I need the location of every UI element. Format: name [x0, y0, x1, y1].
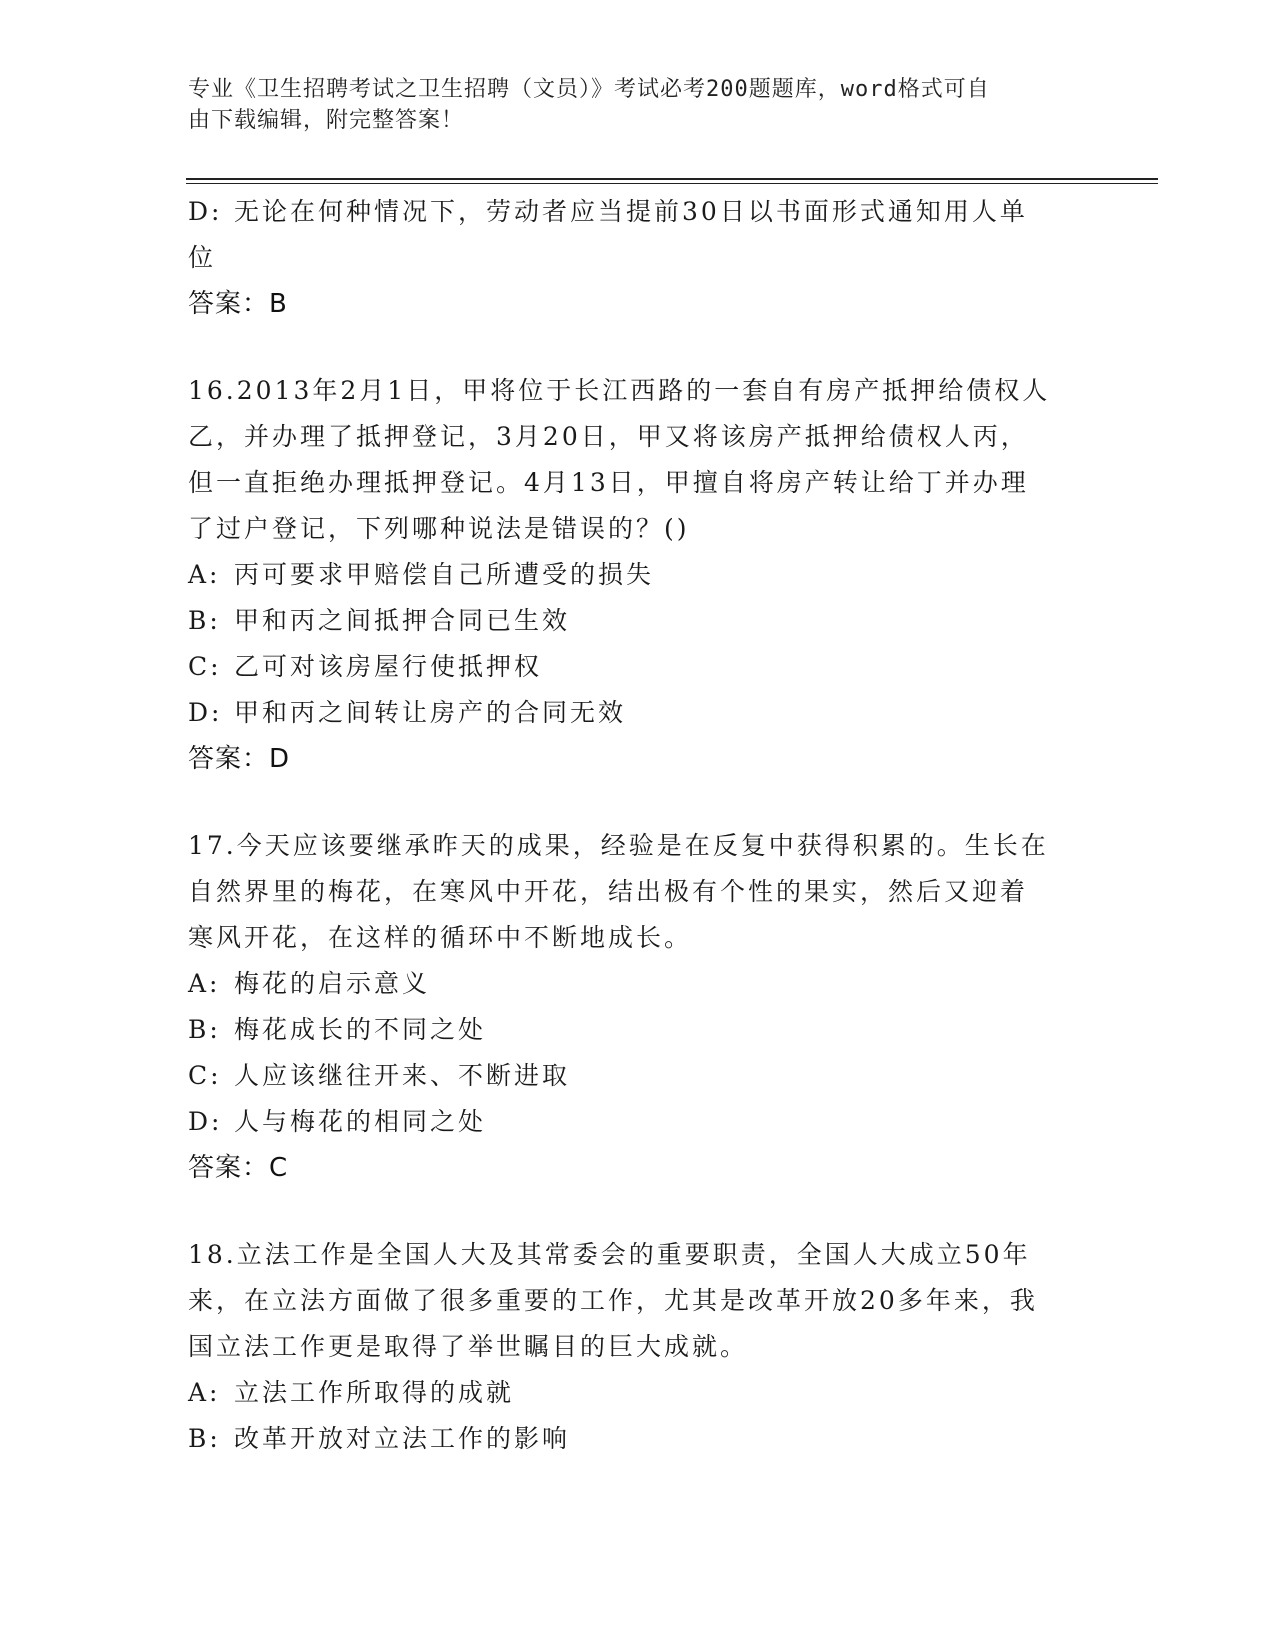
question-stem-line: 但一直拒绝办理抵押登记。4月13日，甲擅自将房产转让给丁并办理	[188, 468, 1029, 497]
question-stem-line: 自然界里的梅花，在寒风中开花，结出极有个性的果实，然后又迎着	[188, 877, 1029, 906]
question-stem-line: 18.立法工作是全国人大及其常委会的重要职责，全国人大成立50年	[188, 1240, 1031, 1269]
option-prefix: A:	[188, 1378, 221, 1407]
option-a	[188, 552, 1088, 598]
option-text: 无论在何种情况下，劳动者应当提前30日以书面形式通知用人单	[234, 197, 1028, 226]
document-header	[188, 74, 1068, 136]
option-text: 梅花的启示意义	[234, 969, 431, 998]
header-line-1: 专业《卫生招聘考试之卫生招聘（文员）》考试必考200题题库，word格式可自	[188, 77, 990, 102]
question-stem-line: 了过户登记，下列哪种说法是错误的？()	[188, 514, 690, 543]
option-text: 改革开放对立法工作的影响	[234, 1424, 571, 1453]
option-d	[188, 189, 1088, 235]
option-prefix: B:	[188, 1424, 221, 1453]
option-b	[188, 598, 1088, 644]
option-text: 立法工作所取得的成就	[234, 1378, 515, 1407]
option-text: 乙可对该房屋行使抵押权	[234, 652, 543, 681]
option-d	[188, 690, 1088, 736]
option-prefix: B:	[188, 606, 221, 635]
option-b	[188, 1007, 1088, 1053]
question-stem-line: 乙，并办理了抵押登记，3月20日，甲又将该房产抵押给债权人丙，	[188, 422, 1029, 451]
question-stem-line: 17.今天应该要继承昨天的成果，经验是在反复中获得积累的。生长在	[188, 831, 1049, 860]
question-16	[188, 368, 1088, 782]
option-c	[188, 644, 1088, 690]
option-prefix: C:	[188, 1061, 222, 1090]
header-line-2: 由下载编辑，附完整答案！	[188, 108, 465, 133]
option-text: 梅花成长的不同之处	[234, 1015, 487, 1044]
option-prefix: D:	[188, 698, 223, 727]
option-prefix: A:	[188, 560, 221, 589]
answer-label: 答案：D	[188, 744, 291, 774]
continued-question	[188, 189, 1088, 327]
option-prefix: A:	[188, 969, 221, 998]
option-prefix: D:	[188, 1107, 223, 1136]
question-17	[188, 823, 1088, 1191]
option-text: 甲和丙之间转让房产的合同无效	[234, 698, 627, 727]
question-stem-line: 来，在立法方面做了很多重要的工作，尤其是改革开放20多年来，我	[188, 1286, 1038, 1315]
answer-label: 答案：B	[188, 289, 288, 319]
option-prefix: D:	[188, 197, 223, 226]
option-d-continuation: 位	[188, 243, 217, 272]
option-text: 丙可要求甲赔偿自己所遭受的损失	[234, 560, 655, 589]
option-b	[188, 1416, 1088, 1462]
question-stem-line: 16.2013年2月1日，甲将位于长江西路的一套自有房产抵押给债权人	[188, 376, 1051, 405]
question-content	[188, 189, 1088, 1462]
option-text: 人应该继往开来、不断进取	[234, 1061, 571, 1090]
option-prefix: B:	[188, 1015, 221, 1044]
option-a	[188, 1370, 1088, 1416]
header-divider	[186, 178, 1158, 180]
answer-label: 答案：C	[188, 1153, 289, 1183]
option-d	[188, 1099, 1088, 1145]
header-divider-thin	[186, 183, 1158, 184]
option-a	[188, 961, 1088, 1007]
option-text: 人与梅花的相同之处	[234, 1107, 487, 1136]
question-18	[188, 1232, 1088, 1462]
question-stem-line: 寒风开花，在这样的循环中不断地成长。	[188, 923, 693, 952]
option-c	[188, 1053, 1088, 1099]
question-stem-line: 国立法工作更是取得了举世瞩目的巨大成就。	[188, 1332, 749, 1361]
option-prefix: C:	[188, 652, 222, 681]
option-text: 甲和丙之间抵押合同已生效	[234, 606, 571, 635]
